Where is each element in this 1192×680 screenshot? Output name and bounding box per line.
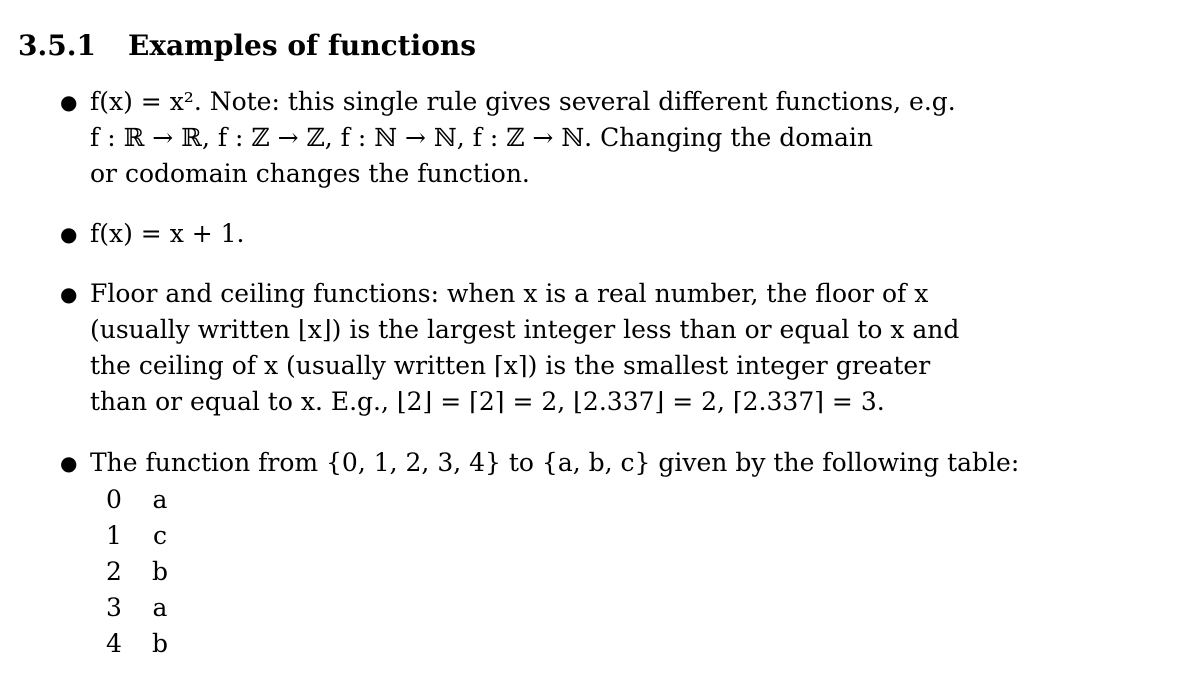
table-value: a [152,593,168,622]
table-key: 0 [106,485,122,514]
item-line: f(x) = x². Note: this single rule gives several different functions, e.g. [90,87,956,116]
list-item-increment [60,216,990,252]
table-key: 1 [106,521,122,550]
item-line: f : ℝ → ℝ, f : ℤ → ℤ, f : ℕ → ℕ, f : ℤ → ℕ. Changing the domain [90,123,874,152]
item-line: The function from {0, 1, 2, 3, 4} to {a, b, c} given by the following table: [90,448,1020,477]
table-key: 3 [106,593,122,622]
item-line: than or equal to x. E.g., ⌊2⌋ = ⌈2⌉ = 2, ⌊2.337⌋ = 2, ⌈2.337⌉ = 3. [90,387,885,416]
table-value: b [151,629,168,658]
section-title: Examples of functions [128,29,476,62]
item-line: or codomain changes the function. [90,159,530,188]
bullet-icon: ● [60,90,78,114]
table-value: a [152,485,168,514]
bullet-icon: ● [60,222,78,246]
item-line: f(x) = x + 1. [90,219,245,248]
table-key: 4 [106,629,122,658]
item-line: (usually written ⌊x⌋) is the largest integer less than or equal to x and [90,315,960,344]
bullet-icon: ● [60,451,78,475]
table-value: b [151,557,168,586]
list-item-square [60,84,990,192]
bullet-icon: ● [60,282,78,306]
section-heading [18,26,476,66]
section-number: 3.5.1 [18,29,96,62]
table-key: 2 [106,557,122,586]
list-item-floor-ceiling [60,276,990,420]
list-item-table-function [60,445,1020,481]
item-line: Floor and ceiling functions: when x is a real number, the floor of x [90,279,929,308]
item-line: the ceiling of x (usually written ⌈x⌉) is the smallest integer greater [90,351,931,380]
table-value: c [152,521,167,550]
